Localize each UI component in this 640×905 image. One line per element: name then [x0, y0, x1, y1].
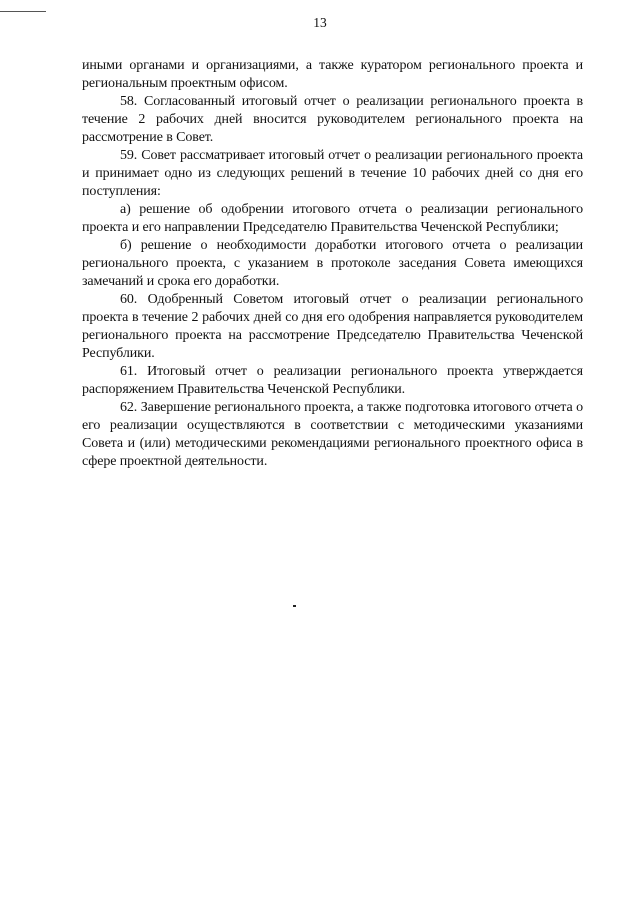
- page-number: 13: [313, 15, 327, 30]
- paragraph-item-59: 59. Совет рассматривает итоговый отчет о реализации регионального проекта и принимает одно из следующих решений в течение 10 рабочих дней со дня его поступления:: [82, 148, 583, 199]
- stray-dot-mark: [293, 605, 296, 607]
- paragraph-continuation: иными органами и организациями, а также куратором регионального проекта и региональным проектным офисом.: [82, 58, 583, 91]
- paragraph-subitem-b: б) решение о необходимости доработки итогового отчета о реализации регионального проекта, с указанием в протоколе заседания Совета имеющихся замечаний и срока его доработки.: [82, 238, 583, 289]
- paragraph-item-61: 61. Итоговый отчет о реализации регионального проекта утверждается распоряжением Правительства Чеченской Республики.: [82, 364, 583, 397]
- document-body: [82, 57, 583, 471]
- paragraph-subitem-a: а) решение об одобрении итогового отчета о реализации регионального проекта и его направлении Председателю Правительства Чеченской Республики;: [82, 202, 583, 235]
- paragraph-item-60: 60. Одобренный Советом итоговый отчет о реализации регионального проекта в течение 2 рабочих дней со дня его одобрения направляется руководителем регионального проекта на рассмотрение Председателю Правительства Чеченской Республики.: [82, 292, 583, 361]
- paragraph-item-62: 62. Завершение регионального проекта, а также подготовка итогового отчета о его реализации осуществляются в соответствии с методическими указаниями Совета и (или) методическими рекомендациями регионального проектного офиса в сфере проектной деятельности.: [82, 400, 583, 469]
- corner-rule-line: [0, 11, 46, 12]
- paragraph-item-58: 58. Согласованный итоговый отчет о реализации регионального проекта в течение 2 рабочих дней вносится руководителем регионального проекта на рассмотрение в Совет.: [82, 94, 583, 145]
